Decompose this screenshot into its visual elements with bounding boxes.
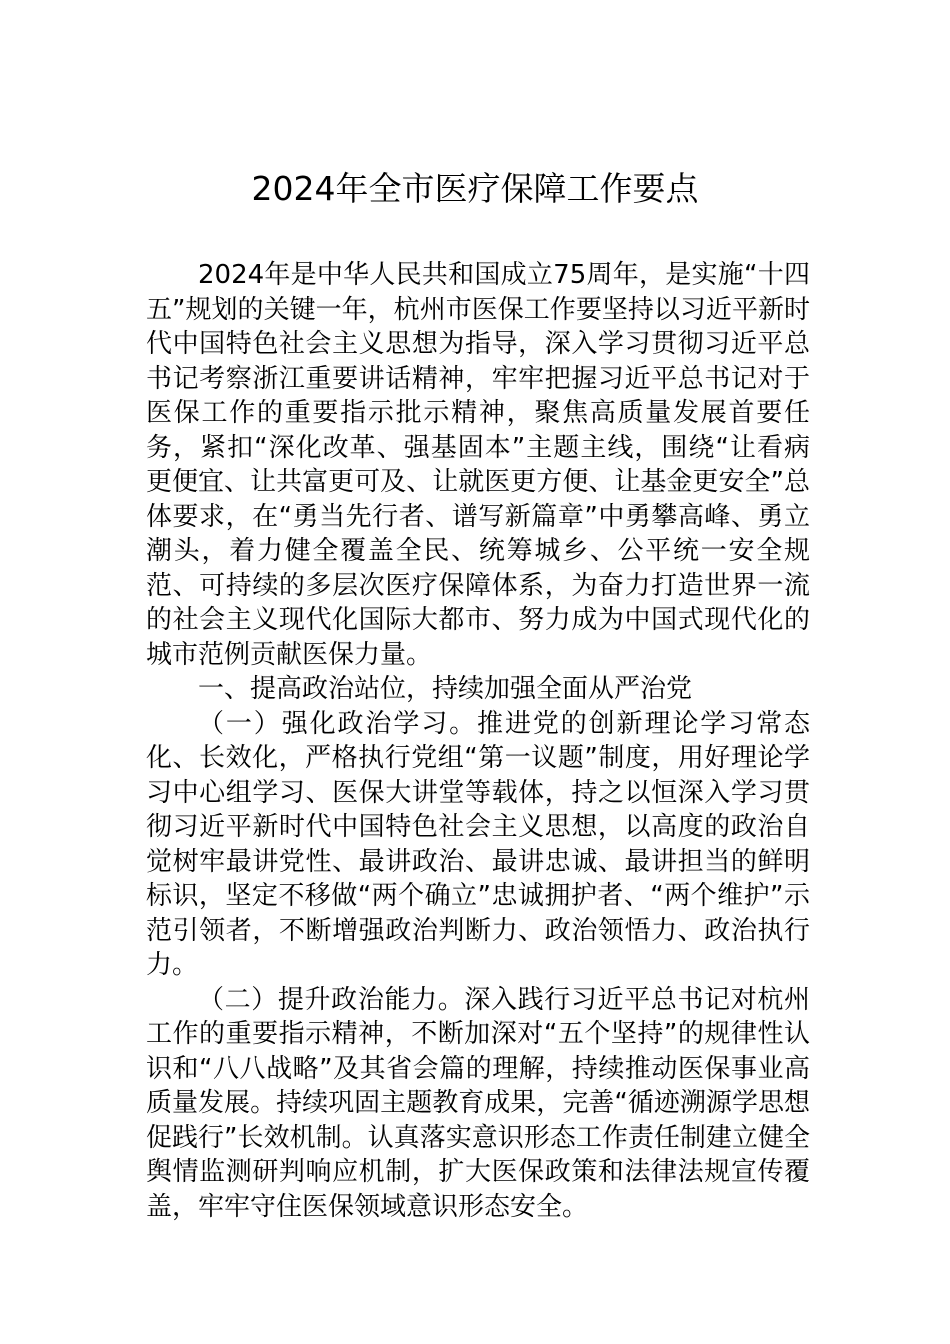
subsection-paragraph-2: （二）提升政治能力。深入践行习近平总书记对杭州工作的重要指示精神，不断加深对“五个坚持”的规律性认识和“八八战略”及其省会篇的理解，持续推动医保事业高质量发展。持续巩固主题教育成果，完善“循迹溯源学思想促践行”长效机制。认真落实意识形态工作责任制建立健全舆情监测研判响应机制，扩大医保政策和法律法规宣传覆盖，牢牢守住医保领域意识形态安全。 xyxy=(146,984,810,1222)
document-title: 2024年全市医疗保障工作要点 xyxy=(251,169,699,208)
section-heading-1: 一、提高政治站位，持续加强全面从严治党 xyxy=(198,674,693,704)
subsection-paragraph-1: （一）强化政治学习。推进党的创新理论学习常态化、长效化，严格执行党组“第一议题”制度，用好理论学习中心组学习、医保大讲堂等载体，持之以恒深入学习贯彻习近平新时代中国特色社会主义思想，以高度的政治自觉树牢最讲党性、最讲政治、最讲忠诚、最讲担当的鲜明标识，坚定不移做“两个确立”忠诚拥护者、“两个维护”示范引领者，不断增强政治判断力、政治领悟力、政治执行力。 xyxy=(146,708,810,980)
intro-paragraph: 2024年是中华人民共和国成立75周年，是实施“十四五”规划的关键一年，杭州市医保工作要坚持以习近平新时代中国特色社会主义思想为指导，深入学习贯彻习近平总书记考察浙江重要讲话精神，牢牢把握习近平总书记对于医保工作的重要指示批示精神，聚焦高质量发展首要任务，紧扣“深化改革、强基固本”主题主线，围绕“让看病更便宜、让共富更可及、让就医更方便、让基金更安全”总体要求，在“勇当先行者、谱写新篇章”中勇攀高峰、勇立潮头，着力健全覆盖全民、统筹城乡、公平统一安全规范、可持续的多层次医疗保障体系，为奋力打造世界一流的社会主义现代化国际大都市、努力成为中国式现代化的城市范例贡献医保力量。 xyxy=(146,260,810,670)
document-body xyxy=(146,258,810,1224)
